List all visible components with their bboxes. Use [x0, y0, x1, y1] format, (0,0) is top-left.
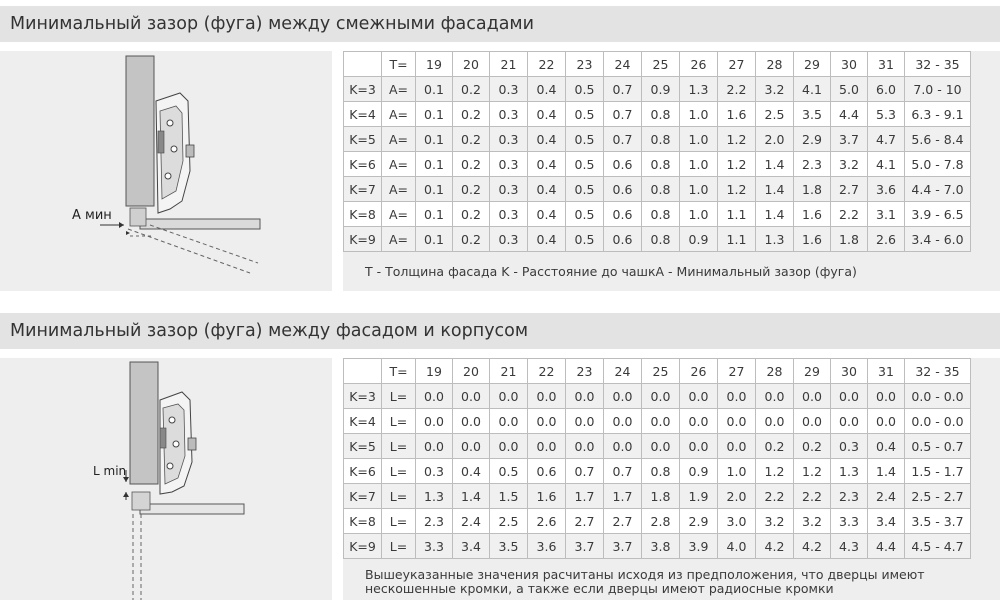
k-label-cell: K=9 [344, 227, 382, 252]
a-min-label: A мин [72, 208, 112, 223]
table-cell: 0.5 [566, 177, 604, 202]
table-row [344, 509, 971, 534]
header-blank-cell [344, 359, 382, 384]
table-cell: 0.0 [416, 384, 453, 409]
table-cell: 0.0 [528, 384, 566, 409]
table-cell: 0.8 [642, 227, 680, 252]
table-cell: 2.5 [490, 509, 528, 534]
table-cell: 0.0 [756, 384, 794, 409]
table-cell: 4.7 [868, 127, 905, 152]
table-cell: 0.8 [642, 177, 680, 202]
t-value-header: 25 [642, 52, 680, 77]
section2-gap-table [343, 358, 971, 559]
table-cell: 3.5 [794, 102, 831, 127]
table-cell: 0.2 [453, 127, 490, 152]
value-label-cell: A= [382, 77, 416, 102]
table-cell: 4.5 - 4.7 [905, 534, 971, 559]
table-cell: 1.6 [794, 227, 831, 252]
table-cell: 0.0 [868, 384, 905, 409]
table-cell: 1.0 [680, 202, 718, 227]
t-value-header: 25 [642, 359, 680, 384]
table-cell: 1.4 [756, 177, 794, 202]
table-cell: 4.0 [718, 534, 756, 559]
table-row [344, 177, 971, 202]
table-cell: 6.0 [868, 77, 905, 102]
table-cell: 1.4 [756, 152, 794, 177]
table-cell: 1.0 [718, 459, 756, 484]
table-cell: 2.2 [718, 77, 756, 102]
table-cell: 0.0 [794, 384, 831, 409]
table-cell: 0.0 [490, 409, 528, 434]
table-cell: 0.0 [604, 434, 642, 459]
t-value-header: 21 [490, 359, 528, 384]
k-label-cell: K=7 [344, 177, 382, 202]
table-row [344, 77, 971, 102]
table-cell: 4.2 [794, 534, 831, 559]
table-cell: 1.1 [718, 202, 756, 227]
t-value-header: 26 [680, 52, 718, 77]
t-label-cell: T= [382, 359, 416, 384]
table-cell: 4.3 [831, 534, 868, 559]
value-label-cell: A= [382, 227, 416, 252]
table-cell: 1.5 [490, 484, 528, 509]
table-cell: 0.3 [490, 102, 528, 127]
table-cell: 4.1 [868, 152, 905, 177]
table-cell: 0.1 [416, 127, 453, 152]
table-cell: 2.2 [794, 484, 831, 509]
table-row [344, 409, 971, 434]
table-cell: 0.4 [528, 127, 566, 152]
table-cell: 1.6 [528, 484, 566, 509]
section2-note-line1: Вышеуказанные значения расчитаны исходя из предположения, что дверцы имеют [365, 567, 925, 582]
table-cell: 0.0 [642, 384, 680, 409]
table-cell: 0.6 [604, 227, 642, 252]
t-value-header: 22 [528, 359, 566, 384]
t-value-header: 22 [528, 52, 566, 77]
table-cell: 1.2 [756, 459, 794, 484]
table-cell: 0.0 [831, 409, 868, 434]
k-label-cell: K=4 [344, 409, 382, 434]
table-cell: 0.7 [566, 459, 604, 484]
table-cell: 1.8 [831, 227, 868, 252]
table-cell: 0.5 [566, 127, 604, 152]
k-label-cell: K=6 [344, 152, 382, 177]
table-cell: 0.4 [528, 177, 566, 202]
t-value-header: 27 [718, 359, 756, 384]
table-cell: 1.9 [680, 484, 718, 509]
table-cell: 1.0 [680, 152, 718, 177]
k-label-cell: K=8 [344, 202, 382, 227]
table-cell: 5.0 [831, 77, 868, 102]
table-cell: 0.7 [604, 102, 642, 127]
table-cell: 0.2 [756, 434, 794, 459]
value-label-cell: L= [382, 484, 416, 509]
table-cell: 2.5 - 2.7 [905, 484, 971, 509]
t-value-header: 20 [453, 359, 490, 384]
table-cell: 3.2 [756, 77, 794, 102]
table-cell: 0.0 - 0.0 [905, 409, 971, 434]
table-cell: 4.2 [756, 534, 794, 559]
table-row [344, 202, 971, 227]
table-cell: 0.4 [528, 102, 566, 127]
table-cell: 1.0 [680, 177, 718, 202]
table-cell: 1.8 [794, 177, 831, 202]
value-label-cell: A= [382, 177, 416, 202]
k-label-cell: K=9 [344, 534, 382, 559]
table-row [344, 384, 971, 409]
table-cell: 2.5 [756, 102, 794, 127]
table-cell: 0.0 [453, 409, 490, 434]
value-label-cell: L= [382, 384, 416, 409]
table-cell: 1.6 [794, 202, 831, 227]
k-label-cell: K=5 [344, 434, 382, 459]
table-cell: 0.2 [453, 202, 490, 227]
table-cell: 0.0 [718, 409, 756, 434]
table-cell: 2.7 [604, 509, 642, 534]
table-cell: 0.2 [453, 102, 490, 127]
table-cell: 0.5 [566, 102, 604, 127]
table-cell: 1.2 [794, 459, 831, 484]
table-cell: 3.0 [718, 509, 756, 534]
table-cell: 2.3 [794, 152, 831, 177]
t-value-header: 32 - 35 [905, 359, 971, 384]
table-cell: 1.4 [756, 202, 794, 227]
table-cell: 0.8 [642, 152, 680, 177]
table-cell: 0.2 [794, 434, 831, 459]
value-label-cell: L= [382, 509, 416, 534]
section2-note-line2: нескошенные кромки, а также если дверцы имеют радиосные кромки [365, 581, 834, 596]
hinge-diagram-adjacent-facades [0, 51, 332, 291]
table-cell: 0.0 [718, 434, 756, 459]
table-cell: 3.3 [416, 534, 453, 559]
table-cell: 0.0 [718, 384, 756, 409]
table-cell: 0.0 [490, 434, 528, 459]
table-cell: 1.4 [453, 484, 490, 509]
table-cell: 0.9 [680, 459, 718, 484]
table-cell: 2.4 [868, 484, 905, 509]
t-value-header: 19 [416, 359, 453, 384]
table-cell: 0.5 [566, 227, 604, 252]
table-cell: 0.2 [453, 152, 490, 177]
table-cell: 1.5 - 1.7 [905, 459, 971, 484]
t-value-header: 28 [756, 52, 794, 77]
k-label-cell: K=8 [344, 509, 382, 534]
table-cell: 0.1 [416, 202, 453, 227]
table-cell: 3.4 - 6.0 [905, 227, 971, 252]
value-label-cell: A= [382, 202, 416, 227]
table-cell: 3.4 [868, 509, 905, 534]
table-cell: 1.3 [756, 227, 794, 252]
table-cell: 3.9 - 6.5 [905, 202, 971, 227]
table-cell: 0.2 [453, 77, 490, 102]
table-cell: 0.7 [604, 459, 642, 484]
t-value-header: 30 [831, 359, 868, 384]
table-cell: 2.0 [718, 484, 756, 509]
t-value-header: 27 [718, 52, 756, 77]
table-cell: 1.0 [680, 127, 718, 152]
table-cell: 3.5 - 3.7 [905, 509, 971, 534]
table-cell: 0.0 [756, 409, 794, 434]
table-cell: 0.5 [566, 77, 604, 102]
table-cell: 0.1 [416, 102, 453, 127]
table-cell: 2.8 [642, 509, 680, 534]
table-row [344, 534, 971, 559]
table-cell: 0.6 [604, 177, 642, 202]
hinge-diagram-facade-body [0, 358, 332, 600]
table-cell: 3.2 [794, 509, 831, 534]
table-cell: 1.3 [831, 459, 868, 484]
table-cell: 1.4 [868, 459, 905, 484]
t-value-header: 30 [831, 52, 868, 77]
table-cell: 0.4 [528, 202, 566, 227]
t-value-header: 19 [416, 52, 453, 77]
section1-diagram-panel [0, 51, 332, 291]
table-cell: 0.0 [680, 434, 718, 459]
table-row [344, 102, 971, 127]
value-label-cell: A= [382, 127, 416, 152]
k-label-cell: K=5 [344, 127, 382, 152]
table-cell: 0.0 [642, 434, 680, 459]
section1-legend: T - Толщина фасада K - Расстояние до чашкA - Минимальный зазор (фуга) [365, 264, 857, 279]
table-cell: 5.0 - 7.8 [905, 152, 971, 177]
t-value-header: 20 [453, 52, 490, 77]
table-cell: 2.2 [831, 202, 868, 227]
table-cell: 4.4 - 7.0 [905, 177, 971, 202]
table-cell: 2.0 [756, 127, 794, 152]
table-cell: 0.0 [453, 384, 490, 409]
k-label-cell: K=7 [344, 484, 382, 509]
section2-diagram-panel [0, 358, 332, 600]
table-cell: 4.1 [794, 77, 831, 102]
table-cell: 0.0 [566, 409, 604, 434]
table-cell: 0.0 [868, 409, 905, 434]
table-cell: 0.0 [566, 434, 604, 459]
table-cell: 0.1 [416, 177, 453, 202]
table-cell: 2.3 [831, 484, 868, 509]
table-cell: 0.2 [453, 177, 490, 202]
table-cell: 0.3 [490, 177, 528, 202]
hinge-icon [156, 93, 194, 213]
table-cell: 0.3 [416, 459, 453, 484]
table-cell: 0.7 [604, 127, 642, 152]
table-cell: 0.8 [642, 459, 680, 484]
table-cell: 4.4 [868, 534, 905, 559]
table-cell: 3.9 [680, 534, 718, 559]
table-cell: 5.3 [868, 102, 905, 127]
t-value-header: 24 [604, 52, 642, 77]
k-label-cell: K=3 [344, 77, 382, 102]
table-row [344, 434, 971, 459]
table-cell: 0.8 [642, 102, 680, 127]
hinge-icon [160, 392, 196, 494]
section2-title: Минимальный зазор (фуга) между фасадом и корпусом [0, 313, 1000, 349]
table-cell: 0.5 - 0.7 [905, 434, 971, 459]
table-cell: 0.3 [490, 152, 528, 177]
t-label-cell: T= [382, 52, 416, 77]
table-cell: 0.9 [642, 77, 680, 102]
t-value-header: 26 [680, 359, 718, 384]
table-cell: 7.0 - 10 [905, 77, 971, 102]
table-cell: 0.0 [680, 409, 718, 434]
table-cell: 0.0 [416, 409, 453, 434]
table-cell: 2.7 [831, 177, 868, 202]
table-cell: 0.3 [490, 227, 528, 252]
section1-table-panel [343, 51, 1000, 291]
table-cell: 1.2 [718, 177, 756, 202]
table-cell: 0.0 [528, 409, 566, 434]
table-cell: 0.0 [490, 384, 528, 409]
section1-title: Минимальный зазор (фуга) между смежными фасадами [0, 6, 1000, 42]
table-cell: 0.0 [680, 384, 718, 409]
table-cell: 2.3 [416, 509, 453, 534]
table-cell: 0.5 [566, 152, 604, 177]
table-cell: 5.6 - 8.4 [905, 127, 971, 152]
table-cell: 0.1 [416, 152, 453, 177]
table-cell: 0.5 [566, 202, 604, 227]
table-cell: 2.9 [794, 127, 831, 152]
table-cell: 1.0 [680, 102, 718, 127]
table-cell: 0.0 [604, 384, 642, 409]
table-cell: 0.8 [642, 202, 680, 227]
table-cell: 0.1 [416, 227, 453, 252]
table-cell: 1.2 [718, 152, 756, 177]
t-value-header: 29 [794, 52, 831, 77]
value-label-cell: L= [382, 534, 416, 559]
table-cell: 0.0 [831, 384, 868, 409]
table-cell: 3.6 [868, 177, 905, 202]
table-cell: 2.7 [566, 509, 604, 534]
table-cell: 3.5 [490, 534, 528, 559]
k-label-cell: K=6 [344, 459, 382, 484]
table-cell: 2.2 [756, 484, 794, 509]
table-cell: 0.0 - 0.0 [905, 384, 971, 409]
table-cell: 0.4 [453, 459, 490, 484]
table-cell: 2.6 [528, 509, 566, 534]
table-cell: 4.4 [831, 102, 868, 127]
table-cell: 1.2 [718, 127, 756, 152]
table-cell: 1.7 [566, 484, 604, 509]
table-cell: 1.1 [718, 227, 756, 252]
table-cell: 3.4 [453, 534, 490, 559]
table-cell: 0.3 [490, 77, 528, 102]
table-cell: 0.0 [604, 409, 642, 434]
table-cell: 0.0 [453, 434, 490, 459]
value-label-cell: A= [382, 152, 416, 177]
table-cell: 0.3 [490, 127, 528, 152]
table-cell: 0.0 [642, 409, 680, 434]
table-cell: 1.3 [416, 484, 453, 509]
t-value-header: 28 [756, 359, 794, 384]
t-value-header: 24 [604, 359, 642, 384]
table-cell: 0.1 [416, 77, 453, 102]
table-cell: 2.9 [680, 509, 718, 534]
table-cell: 2.6 [868, 227, 905, 252]
section1-gap-table [343, 51, 971, 252]
table-cell: 0.6 [604, 152, 642, 177]
section2-table-panel [343, 358, 1000, 600]
table-cell: 0.3 [831, 434, 868, 459]
t-value-header: 31 [868, 52, 905, 77]
table-cell: 3.7 [604, 534, 642, 559]
table-row [344, 459, 971, 484]
header-blank-cell [344, 52, 382, 77]
value-label-cell: L= [382, 434, 416, 459]
t-value-header: 29 [794, 359, 831, 384]
t-value-header: 23 [566, 52, 604, 77]
table-cell: 1.3 [680, 77, 718, 102]
table-header-row [344, 359, 971, 384]
table-cell: 0.8 [642, 127, 680, 152]
table-cell: 3.2 [756, 509, 794, 534]
table-row [344, 152, 971, 177]
t-value-header: 21 [490, 52, 528, 77]
table-cell: 6.3 - 9.1 [905, 102, 971, 127]
table-cell: 0.6 [528, 459, 566, 484]
table-cell: 1.7 [604, 484, 642, 509]
table-cell: 1.8 [642, 484, 680, 509]
table-cell: 3.1 [868, 202, 905, 227]
table-cell: 0.6 [604, 202, 642, 227]
table-cell: 0.9 [680, 227, 718, 252]
table-cell: 3.7 [831, 127, 868, 152]
table-row [344, 127, 971, 152]
table-cell: 3.7 [566, 534, 604, 559]
table-cell: 0.4 [868, 434, 905, 459]
table-cell: 0.4 [528, 77, 566, 102]
t-value-header: 32 - 35 [905, 52, 971, 77]
table-cell: 3.3 [831, 509, 868, 534]
table-cell: 0.3 [490, 202, 528, 227]
table-cell: 0.0 [416, 434, 453, 459]
t-value-header: 31 [868, 359, 905, 384]
table-cell: 0.0 [566, 384, 604, 409]
t-value-header: 23 [566, 359, 604, 384]
l-min-label: L min [93, 464, 127, 478]
table-cell: 2.4 [453, 509, 490, 534]
table-row [344, 484, 971, 509]
table-cell: 0.0 [794, 409, 831, 434]
table-cell: 0.4 [528, 227, 566, 252]
value-label-cell: A= [382, 102, 416, 127]
table-cell: 0.0 [528, 434, 566, 459]
table-header-row [344, 52, 971, 77]
value-label-cell: L= [382, 409, 416, 434]
table-cell: 3.2 [831, 152, 868, 177]
value-label-cell: L= [382, 459, 416, 484]
k-label-cell: K=3 [344, 384, 382, 409]
table-cell: 0.2 [453, 227, 490, 252]
table-cell: 0.5 [490, 459, 528, 484]
table-cell: 0.7 [604, 77, 642, 102]
table-cell: 1.6 [718, 102, 756, 127]
table-cell: 3.8 [642, 534, 680, 559]
table-row [344, 227, 971, 252]
table-cell: 3.6 [528, 534, 566, 559]
k-label-cell: K=4 [344, 102, 382, 127]
table-cell: 0.4 [528, 152, 566, 177]
